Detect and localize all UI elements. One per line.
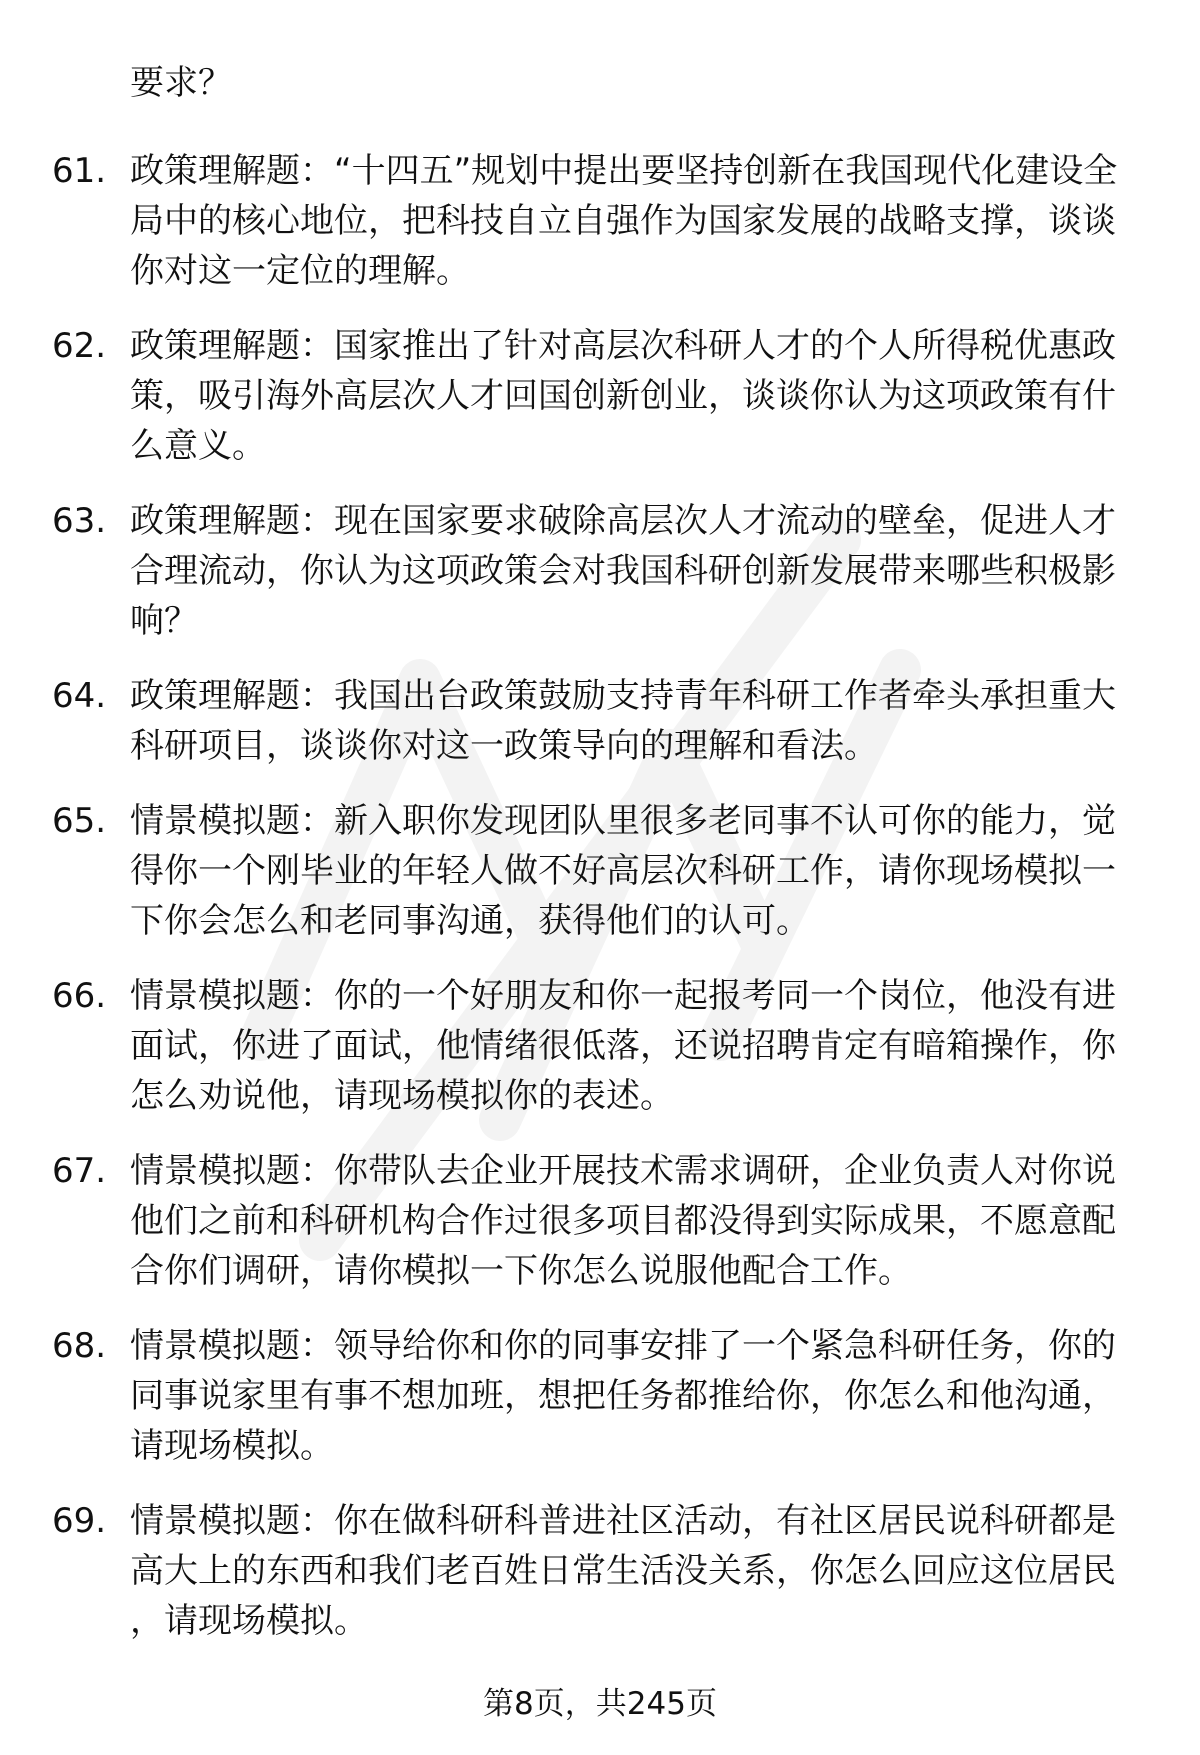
- question-item: [0, 146, 1200, 321]
- question-number: 66.: [52, 976, 107, 1016]
- question-text: 政策理解题：“十四五”规划中提出要坚持创新在我国现代化建设全局中的核心地位，把科技自立自强作为国家发展的战略支撑，谈谈你对这一定位的理解。: [130, 151, 1118, 291]
- question-number: 68.: [52, 1326, 107, 1366]
- question-item: [0, 1496, 1200, 1671]
- question-number: 65.: [52, 801, 107, 841]
- question-item: [0, 1321, 1200, 1496]
- question-item: [0, 321, 1200, 496]
- question-item: [0, 971, 1200, 1146]
- continued-question-text: 要求？: [130, 63, 232, 103]
- question-number: 61.: [52, 151, 107, 191]
- question-text: 情景模拟题：你的一个好朋友和你一起报考同一个岗位，他没有进面试，你进了面试，他情绪很低落，还说招聘肯定有暗箱操作，你怎么劝说他，请现场模拟你的表述。: [130, 976, 1116, 1116]
- question-item: [0, 496, 1200, 671]
- question-item: [0, 1146, 1200, 1321]
- question-text: 情景模拟题：你在做科研科普进社区活动，有社区居民说科研都是高大上的东西和我们老百姓日常生活没关系，你怎么回应这位居民，请现场模拟。: [130, 1501, 1116, 1641]
- question-number: 69.: [52, 1501, 107, 1541]
- question-text: 情景模拟题：领导给你和你的同事安排了一个紧急科研任务，你的同事说家里有事不想加班，想把任务都推给你，你怎么和他沟通，请现场模拟。: [130, 1326, 1116, 1466]
- question-item: [0, 671, 1200, 796]
- question-text: 政策理解题：国家推出了针对高层次科研人才的个人所得税优惠政策，吸引海外高层次人才回国创新创业，谈谈你认为这项政策有什么意义。: [130, 326, 1116, 466]
- question-text: 情景模拟题：你带队去企业开展技术需求调研，企业负责人对你说他们之前和科研机构合作过很多项目都没得到实际成果，不愿意配合你们调研，请你模拟一下你怎么说服他配合工作。: [130, 1151, 1116, 1291]
- question-number: 67.: [52, 1151, 107, 1191]
- question-number: 63.: [52, 501, 107, 541]
- question-text: 政策理解题：我国出台政策鼓励支持青年科研工作者牵头承担重大科研项目，谈谈你对这一政策导向的理解和看法。: [130, 676, 1116, 766]
- question-text: 情景模拟题：新入职你发现团队里很多老同事不认可你的能力，觉得你一个刚毕业的年轻人做不好高层次科研工作，请你现场模拟一下你会怎么和老同事沟通，获得他们的认可。: [130, 801, 1116, 941]
- question-text: 政策理解题：现在国家要求破除高层次人才流动的壁垒，促进人才合理流动，你认为这项政策会对我国科研创新发展带来哪些积极影响？: [130, 501, 1116, 641]
- question-item: [0, 796, 1200, 971]
- question-number: 62.: [52, 326, 107, 366]
- page-footer: 第8页，共245页: [483, 1686, 717, 1722]
- question-list: [0, 146, 1200, 1671]
- question-number: 64.: [52, 676, 107, 716]
